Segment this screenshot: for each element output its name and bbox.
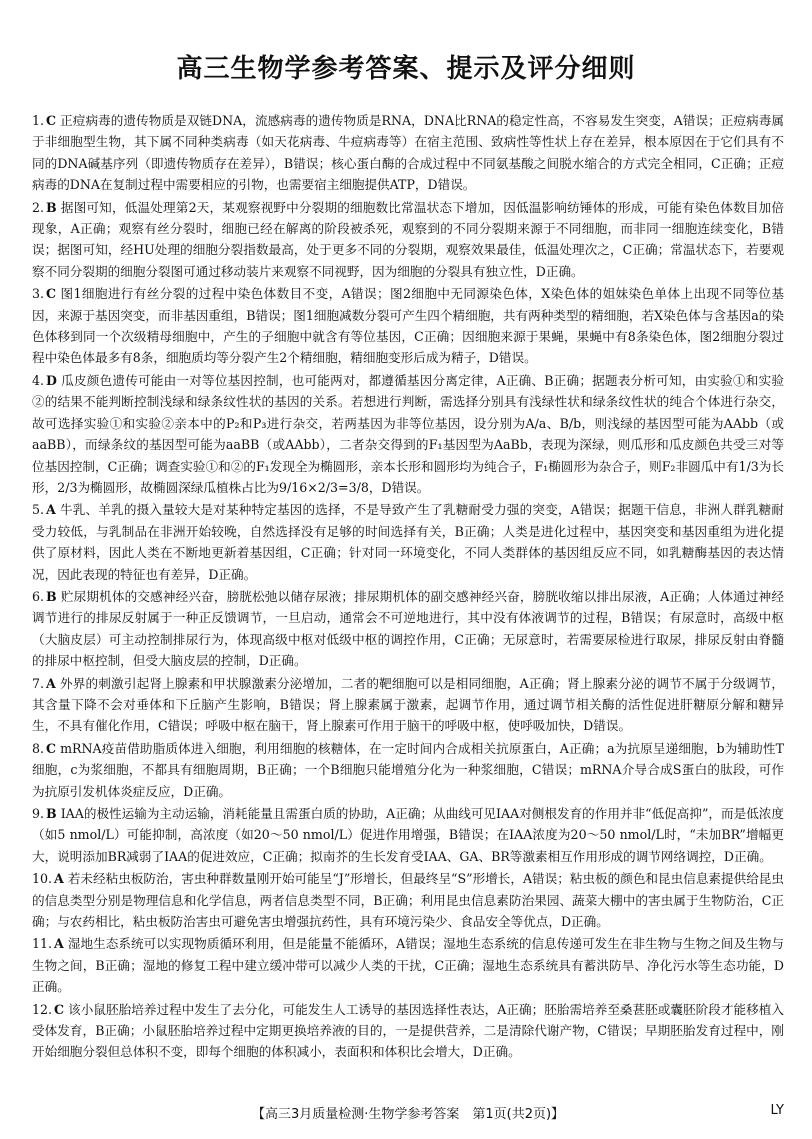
answer-letter: B <box>46 588 57 604</box>
question-number: 9. <box>32 806 45 821</box>
answer-explanation: IAA的极性运输为主动运输，消耗能量且需蛋白质的协助，A正确；从曲线可见IAA对侧根发育的作用并非“低促高抑”，而是低浓度（如5 nmol/L）可能抑制，高浓度（如20～50 nmol/L）促进作用增强，B错误；在IAA浓度为20～50 nmol/L时，“未加BR”增幅更大，说明添加BR减弱了IAA的促进效应，C正确；拟南芥的生长发育受IAA、GA、BR等激素相互作用形成的调节网络调控，D正确。 <box>32 806 784 864</box>
answer-item <box>32 283 784 369</box>
question-number: 2. <box>32 199 45 215</box>
answer-explanation: 据图可知，低温处理第2天，某观察视野中分裂期的细胞数比常温状态下增加，因低温影响纺锤体的形成，可能有染色体数目加倍现象，A正确；观察有丝分裂时，细胞已经在解离的阶段被杀死，观察到的不同分裂期来源于不同细胞，而非同一细胞连续变化，B错误；据图可知，经HU处理的细胞分裂指数最高，处于更多不同的分裂期，观察效果最佳，低温处理次之，C正确；常温状态下，若要观察不同分裂期的细胞分裂图可通过移动装片来观察不同视野，因为细胞的分裂具有独立性，D正确。 <box>32 199 784 279</box>
answer-explanation: 贮尿期机体的交感神经兴奋，膀胱松弛以储存尿液；排尿期机体的副交感神经兴奋，膀胱收缩以排出尿液，A正确；人体通过神经调节进行的排尿反射属于一种正反馈调节，一旦启动，通常会不可逆地进行，其中没有体液调节的过程，B错误；有尿意时，高级中枢（大脑皮层）可主动控制排尿行为，体现高级中枢对低级中枢的调控作用，C正确；无尿意时，若需要尿检进行取尿，排尿反射由脊髓的排尿中枢控制，但受大脑皮层的控制，D正确。 <box>32 588 784 669</box>
answer-letter: C <box>46 740 57 756</box>
answer-letter: C <box>54 1001 65 1017</box>
question-number: 1. <box>32 113 45 128</box>
answer-item <box>32 197 784 283</box>
question-number: 11. <box>32 936 53 952</box>
answer-explanation: 若未经粘虫板防治，害虫种群数量刚开始可能呈“J”形增长，但最终呈“S”形增长，A错误；粘虫板的颜色和昆虫信息素提供给昆虫的信息类型分别是物理信息和化学信息，两者信息类型不同，B正确；利用昆虫信息素防治果园、蔬菜大棚中的害虫属于生物防治，C正确；与农药相比，粘虫板防治害虫可避免害虫增强抗药性，具有环境污染少、食品安全等优点，D正确。 <box>32 871 784 930</box>
answer-letter: A <box>46 502 56 518</box>
answer-letter: A <box>54 871 64 887</box>
answer-explanation: 外界的刺激引起肾上腺素和甲状腺激素分泌增加，二者的靶细胞可以是相同细胞，A正确；肾上腺素分泌的调节不属于分级调节，其含量下降不会对垂体和下丘脑产生影响，B错误；肾上腺素属于激素，起调节作用，通过调节相关酶的活性促进肝糖原分解和糖异生，不具有催化作用，C错误；呼吸中枢在脑干，肾上腺素可作用于脑干的呼吸中枢，使呼吸加快，D错误。 <box>32 675 784 734</box>
answer-list <box>32 110 784 1064</box>
answer-item <box>32 673 784 737</box>
answer-item <box>32 370 784 498</box>
answer-explanation: 图1细胞进行有丝分裂的过程中染色体数目不变，A错误；图2细胞中无同源染色体，X染色体的姐妹染色单体上出现不同等位基因，来源于基因突变，而非基因重组，B错误；图1细胞减数分裂可产生四个精细胞，共有两种类型的精细胞，若X染色体与含基因a的染色体移到同一个次级精母细胞中，产生的子细胞中就含有等位基因，C正确；因细胞来源于果蝇，果蝇中有8条染色体，图2细胞分裂过程中染色体最多有8条，细胞质均等分裂产生2个精细胞，精细胞变形后成为精子，D错误。 <box>32 286 784 366</box>
answer-letter: D <box>46 372 57 388</box>
answer-item <box>32 933 784 997</box>
answer-explanation: 湿地生态系统可以实现物质循环利用，但是能量不能循环，A错误；湿地生态系统的信息传递可发生在非生物与生物之间及生物与生物之间，B正确；湿地的修复工程中建立缓冲带可以减少人类的干扰，C正确；湿地生态系统具有蓄洪防旱、净化污水等生态功能，D正确。 <box>32 936 784 995</box>
answer-item <box>32 999 784 1063</box>
question-number: 5. <box>32 502 45 518</box>
answer-letter: B <box>46 199 57 215</box>
page-title: 高三生物学参考答案、提示及评分细则 <box>176 54 636 84</box>
answer-item <box>32 110 784 196</box>
answer-explanation: 瓜皮颜色遗传可能由一对等位基因控制，也可能两对，都遵循基因分离定律，A正确、B正确；据题表分析可知，由实验①和实验②的结果不能判断控制浅绿和绿条纹性状的基因的关系。若想进行判断，需选择分别具有浅绿性状和绿条纹性状的纯合个体进行杂交，故可选择实验①和实验②亲本中的P₂和P₃进行杂交，若两基因为非等位基因，设分别为A/a、B/b，则浅绿的基因型可能为AAbb（或aaBB），而绿条纹的基因型可能为aaBB（或AAbb），二者杂交得到的F₁基因型为AaBb，表现为深绿，则瓜形和瓜皮颜色共受三对等位基因控制，C正确；调查实验①和②的F₁发现全为椭圆形，亲本长形和圆形均为纯合子，F₁椭圆形为杂合子，则F₂非圆瓜中有1/3为长形，2/3为椭圆形，故椭圆深绿瓜植株占比为9/16×2/3=3/8，D错误。 <box>32 372 784 495</box>
answer-explanation: 正痘病毒的遗传物质是双链DNA，流感病毒的遗传物质是RNA，DNA比RNA的稳定性高，不容易发生突变，A错误；正痘病毒属于非细胞型生物，其下属不同种类病毒（如天花病毒、牛痘病毒等）在宿主范围、致病性等性状上存在差异，根本原因在于它们具有不同的DNA碱基序列（即遗传物质存在差异），B错误；核心蛋白酶的合成过程中不同氨基酸之间脱水缩合的方式完全相同，C正确；正痘病毒的DNA在复制过程中需要相应的引物，也需要宿主细胞提供ATP，D错误。 <box>32 113 784 193</box>
question-number: 3. <box>32 286 45 302</box>
question-number: 10. <box>32 871 53 887</box>
answer-explanation: mRNA疫苗借助脂质体进入细胞，利用细胞的核糖体，在一定时间内合成相关抗原蛋白，A正确；a为抗原呈递细胞，b为辅助性T细胞，c为浆细胞，不都具有细胞周期，B正确；一个B细胞只能增殖分化为一种浆细胞，C错误；mRNA介导合成S蛋白的肽段，可作为抗原引发机体炎症反应，D正确。 <box>32 740 784 799</box>
answer-item <box>32 803 784 867</box>
answer-letter: A <box>46 675 56 691</box>
answer-item <box>32 738 784 802</box>
question-number: 6. <box>32 588 45 604</box>
answer-letter: C <box>46 286 57 302</box>
answer-item <box>32 868 784 932</box>
question-number: 12. <box>32 1001 53 1017</box>
footer-code: LY <box>770 1103 784 1118</box>
question-number: 7. <box>32 675 45 691</box>
answer-letter: A <box>54 936 64 952</box>
answer-item <box>32 586 784 672</box>
page-footer <box>32 1103 784 1122</box>
answer-explanation: 牛乳、羊乳的摄入量较大是对某种特定基因的选择，不是导致产生了乳糖耐受力强的突变，A错误；据题干信息，非洲人群乳糖耐受力较低，与乳制品在非洲开始较晚，自然选择没有足够的时间选择有关，B正确；人类是进化过程中，基因突变和基因重组为进化提供了原材料，因此人类在不断地更新着基因组，C正确；针对同一环境变化，不同人类群体的基因组反应不同，如乳糖酶基因的表达情况，因此表现的特征也有差异，D正确。 <box>32 502 784 582</box>
question-number: 8. <box>32 740 45 756</box>
answer-explanation: 该小鼠胚胎培养过程中发生了去分化，可能发生人工诱导的基因选择性表达，A正确；胚胎需培养至桑葚胚或囊胚阶段才能移植入受体发育，B正确；小鼠胚胎培养过程中定期更换培养液的目的，一是提供营养，二是清除代谢产物，C错误；早期胚胎发育过程中，刚开始细胞分裂但总体积不变，即每个细胞的体积减小，表面积和体积比会增大，D正确。 <box>32 1001 784 1060</box>
answer-item <box>32 499 784 585</box>
footer-text: 【高三3月质量检测·生物学参考答案 第1页(共2页)】 <box>251 1107 565 1122</box>
question-number: 4. <box>32 372 45 388</box>
answer-letter: B <box>46 806 57 821</box>
answer-letter: C <box>46 113 57 128</box>
